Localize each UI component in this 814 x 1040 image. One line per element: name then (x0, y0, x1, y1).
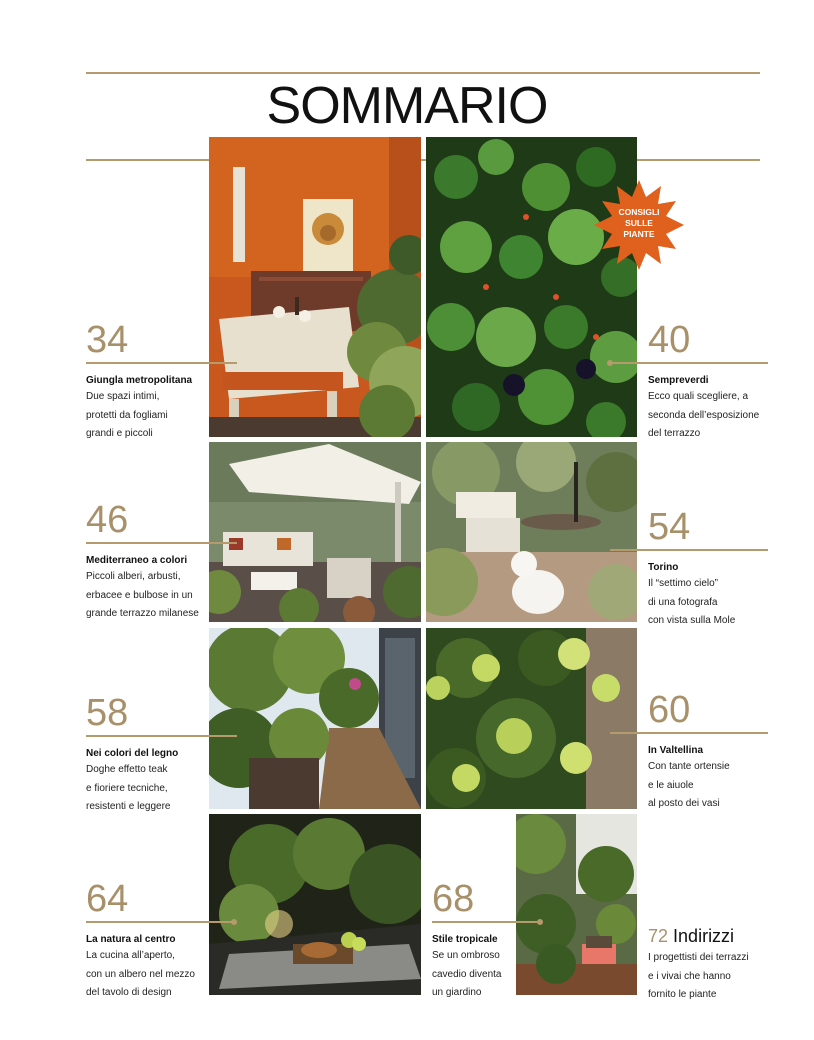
entry-title: In Valtellina (648, 745, 704, 756)
top-rule (86, 72, 760, 74)
entry-description: Se un ombroso cavedio diventa un giardino (432, 950, 502, 998)
toc-entry-58[interactable] (86, 693, 204, 817)
entry-rule (86, 542, 204, 544)
entry-description: I progettisti dei terrazzi e i vivai che hanno fornito le piante (648, 952, 749, 1000)
toc-entry-64[interactable] (86, 879, 204, 1003)
entry-title: Indirizzi (673, 926, 735, 946)
entry-rule (86, 735, 204, 737)
title-rule (86, 159, 760, 161)
leader-line-60 (610, 732, 650, 734)
leader-line-54 (610, 549, 650, 551)
entry-rule (648, 549, 768, 551)
toc-entry-60[interactable] (648, 690, 768, 814)
page-number: 40 (648, 319, 691, 361)
entry-description: Piccoli alberi, arbusti, erbacee e bulbose in un grande terrazzo milanese (86, 571, 199, 619)
entry-rule (648, 732, 768, 734)
entry-rule (432, 921, 540, 923)
toc-entry-34[interactable] (86, 320, 204, 444)
page-title: SOMMARIO (266, 77, 548, 135)
entry-description: Due spazi intimi, protetti da fogliami grandi e piccoli (86, 391, 168, 439)
page-number: 72 (648, 926, 669, 946)
entry-rule (648, 362, 768, 364)
toc-entry-40[interactable] (648, 320, 768, 444)
photo-nei-colori-del-legno (209, 628, 421, 809)
page-number: 34 (86, 319, 129, 361)
entry-description: Doghe effetto teak e fioriere tecniche, resistenti e leggere (86, 764, 171, 812)
entry-title: Giungla metropolitana (86, 375, 193, 386)
badge-text: CONSIGLI SULLE PIANTE (618, 207, 660, 239)
toc-entry-68[interactable] (432, 879, 540, 1003)
photo-la-natura-al-centro (209, 814, 421, 995)
page-number: 68 (432, 878, 475, 920)
indirizzi-heading (648, 925, 778, 947)
entry-description: Il “settimo cielo” di una fotografa con vista sulla Mole (648, 578, 736, 626)
entry-title: Torino (648, 562, 679, 573)
photo-giungla-metropolitana (209, 137, 421, 437)
toc-entry-46[interactable] (86, 500, 204, 624)
photo-in-valtellina (426, 628, 637, 809)
entry-description: La cucina all’aperto, con un albero nel mezzo del tavolo di design (86, 950, 195, 998)
toc-entry-54[interactable] (648, 507, 768, 631)
entry-title: Nei colori del legno (86, 748, 179, 759)
entry-rule (86, 362, 204, 364)
badge-consigli-sulle-piante (594, 180, 684, 270)
page-number: 60 (648, 689, 691, 731)
page-number: 58 (86, 692, 129, 734)
entry-description: Con tante ortensie e le aiuole al posto dei vasi (648, 761, 730, 809)
photo-torino (426, 442, 637, 622)
entry-rule (86, 921, 204, 923)
page-number: 64 (86, 878, 129, 920)
photo-mediterraneo (209, 442, 421, 622)
page-number: 46 (86, 499, 129, 541)
leader-dot-64 (231, 919, 237, 925)
entry-title: La natura al centro (86, 934, 176, 945)
toc-entry-indirizzi[interactable] (648, 925, 778, 1005)
page-number: 54 (648, 506, 691, 548)
entry-title: Sempreverdi (648, 375, 709, 386)
entry-description: Ecco quali scegliere, a seconda dell’esposizione del terrazzo (648, 391, 760, 439)
entry-title: Stile tropicale (432, 934, 498, 945)
leader-line-40 (610, 362, 650, 364)
leader-dot-40 (607, 360, 613, 366)
entry-title: Mediterraneo a colori (86, 555, 188, 566)
